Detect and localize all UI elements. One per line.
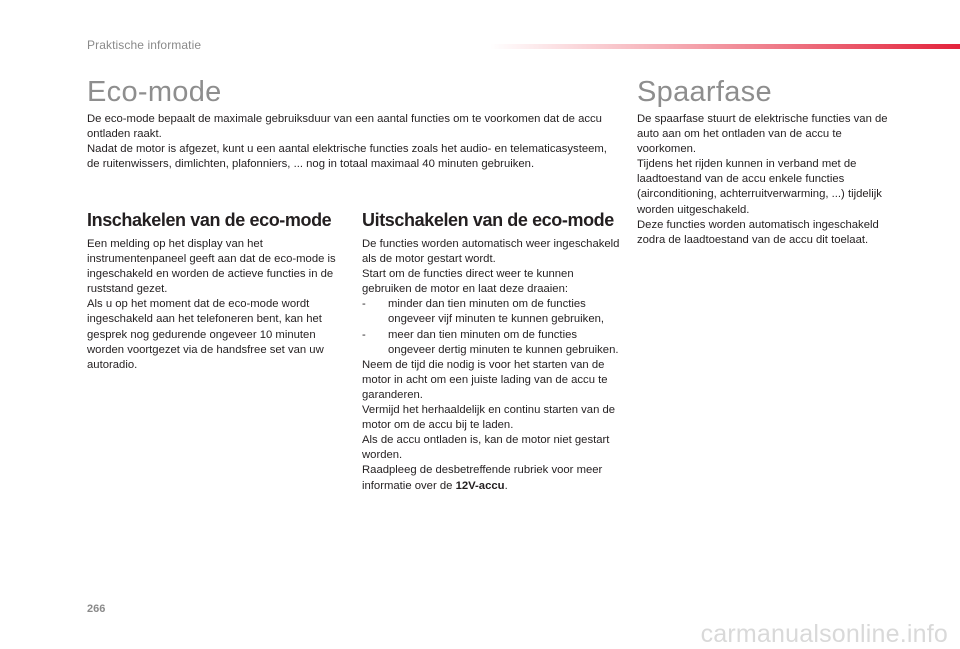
spaarfase-title: Spaarfase [637, 76, 772, 108]
reference-text: Raadpleeg de desbetreffende rubriek voor meer informatie over de [362, 464, 603, 492]
uitschakelen-paragraph: Vermijd het herhaaldelijk en continu starten van de motor om de accu bij te laden. [362, 404, 616, 432]
list-dash: - [362, 298, 366, 311]
spaarfase-paragraph: Deze functies worden automatisch ingeschakeld zodra de laadtoestand van de accu dit toelaat. [637, 218, 879, 246]
list-item-text: meer dan tien minuten om de functies ongeveer dertig minuten te kunnen gebruiken. [388, 328, 619, 356]
uitschakelen-paragraph: Als de accu ontladen is, kan de motor niet gestart worden. [362, 434, 610, 462]
header-accent-bar [490, 44, 960, 49]
section-header-title: Praktische informatie [87, 38, 202, 52]
page-number: 266 [87, 603, 106, 615]
list-dash: - [362, 328, 366, 341]
spaarfase-paragraph: Tijdens het rijden kunnen in verband met de laadtoestand van de accu enkele functies (airconditioning, achterruitverwarming, ...) tijdelijk worden uitgeschakeld. [637, 158, 882, 216]
uitschakelen-heading: Uitschakelen van de eco-mode [362, 210, 614, 230]
inschakelen-heading: Inschakelen van de eco-mode [87, 210, 332, 230]
inschakelen-paragraph: Een melding op het display van het instrumentenpaneel geeft aan dat de eco-mode is ingeschakeld en worden de actieve functies in de ruststand gezet. [87, 238, 336, 296]
list-item-text: minder dan tien minuten om de functies ongeveer vijf minuten te kunnen gebruiken, [388, 298, 605, 326]
spaarfase-body [637, 112, 897, 248]
eco-mode-title: Eco-mode [87, 76, 222, 108]
list-item [362, 297, 620, 327]
reference-link-12v-accu[interactable]: 12V-accu [455, 479, 505, 492]
watermark-text: carmanualsonline [700, 620, 900, 648]
uitschakelen-paragraph-reference [362, 463, 620, 493]
uitschakelen-paragraph: De functies worden automatisch weer ingeschakeld als de motor gestart wordt. [362, 238, 620, 266]
watermark-suffix: .info [899, 620, 948, 648]
uitschakelen-body [362, 237, 620, 494]
spaarfase-paragraph: De spaarfase stuurt de elektrische functies van de auto aan om het ontladen van de accu te voorkomen. [637, 113, 888, 156]
watermark [701, 620, 948, 649]
eco-mode-intro-paragraph: De eco-mode bepaalt de maximale gebruiksduur van een aantal functies om te voorkomen dat de accu ontladen raakt. [87, 113, 602, 141]
eco-mode-intro [87, 112, 612, 172]
uitschakelen-paragraph: Start om de functies direct weer te kunnen gebruiken de motor en laat deze draaien: [362, 268, 574, 296]
inschakelen-paragraph: Als u op het moment dat de eco-mode wordt ingeschakeld aan het telefoneren bent, kan het gesprek nog gedurende ongeveer 10 minuten worden voortgezet via de handsfree set van uw autoradio. [87, 298, 324, 371]
reference-period: . [504, 479, 508, 492]
list-item [362, 328, 620, 358]
eco-mode-intro-paragraph: Nadat de motor is afgezet, kunt u een aantal elektrische functies zoals het audio- en telematicasysteem, de ruitenwissers, dimlichten, plafonniers, ... nog in totaal maximaal 40 minuten gebruiken. [87, 143, 607, 171]
inschakelen-body [87, 237, 342, 373]
uitschakelen-paragraph: Neem de tijd die nodig is voor het starten van de motor in acht om een juiste lading van de accu te garanderen. [362, 358, 608, 401]
